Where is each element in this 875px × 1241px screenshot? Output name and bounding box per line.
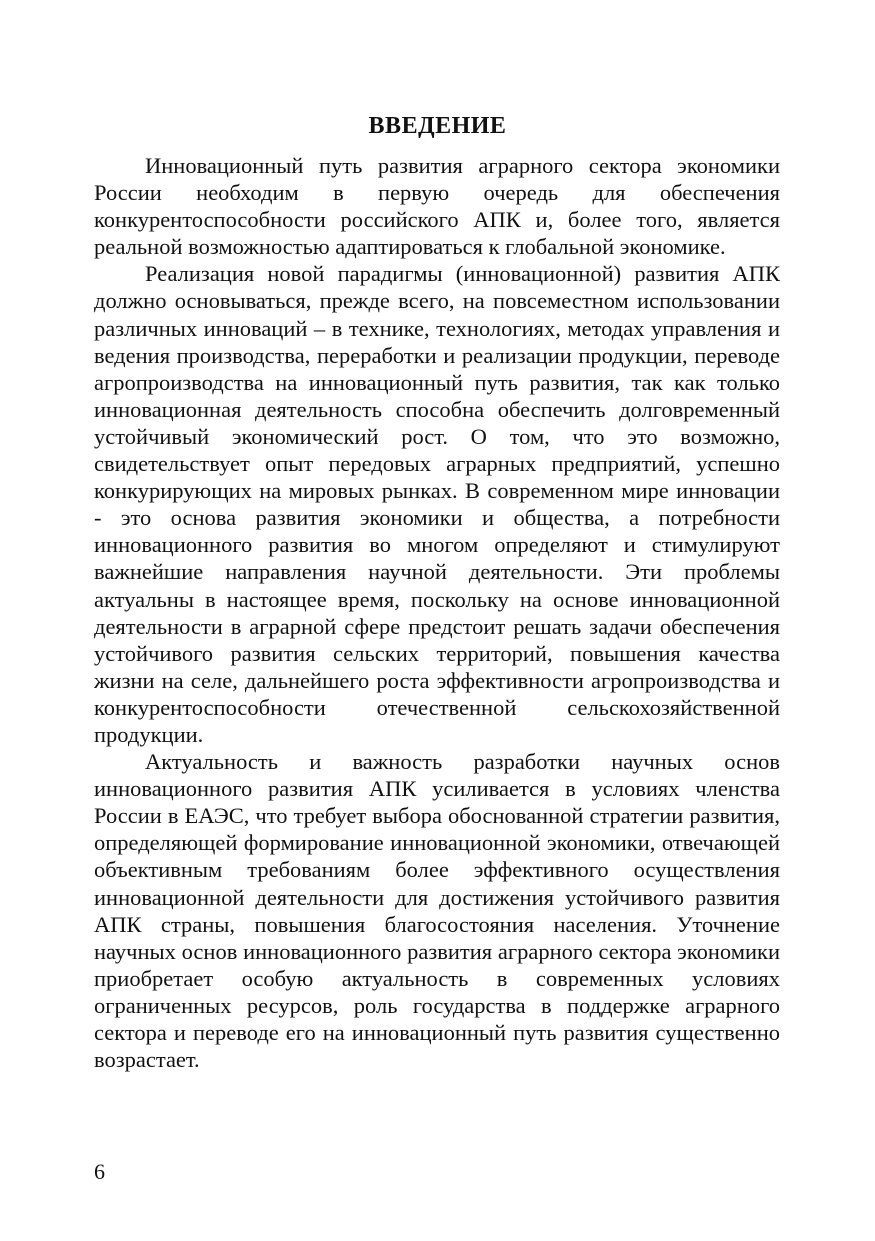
body-text [94, 152, 780, 1073]
paragraph-2: Реализация новой парадигмы (инновационной) развития АПК должно основываться, прежде всего, на повсеместном использовании различных инноваций – в технике, технологиях, методах управления и ведения производства, переработки и реализации продукции, переводе агропроизводства на инновационный путь развития, так как только инновационная деятельность способна обеспечить долговременный устойчивый экономический рост. О том, что это возможно, свидетельствует опыт передовых аграрных предприятий, успешно конкурирующих на мировых рынках. В современном мире инновации - это основа развития экономики и общества, а потребности инновационного развития во многом определяют и стимулируют важнейшие направления научной деятельности. Эти проблемы актуальны в настоящее время, поскольку на основе инновационной деятельности в аграрной сфере предстоит решать задачи обеспечения устойчивого развития сельских территорий, повышения качества жизни на селе, дальнейшего роста эффективности агропроизводства и конкурентоспособности отечественной сельскохозяйственной продукции. [94, 261, 780, 747]
page-number: 6 [94, 1159, 105, 1184]
paragraph-3: Актуальность и важность разработки научных основ инновационного развития АПК усиливается в условиях членства России в ЕАЭС, что требует выбора обоснованной стратегии развития, определяющей формирование инновационной экономики, отвечающей объективным требованиям более эффективного осуществления инновационной деятельности для достижения устойчивого развития АПК страны, повышения благосостояния населения. Уточнение научных основ инновационного развития аграрного сектора экономики приобретает особую актуальность в современных условиях ограниченных ресурсов, роль государства в поддержке аграрного сектора и переводе его на инновационный путь развития существенно возрастает. [94, 749, 780, 1073]
paragraph-1: Инновационный путь развития аграрного сектора экономики России необходим в первую очередь для обеспечения конкурентоспособности российского АПК и, более того, является реальной возможностью адаптироваться к глобальной экономике. [94, 153, 780, 260]
section-title: ВВЕДЕНИЕ [368, 113, 507, 140]
